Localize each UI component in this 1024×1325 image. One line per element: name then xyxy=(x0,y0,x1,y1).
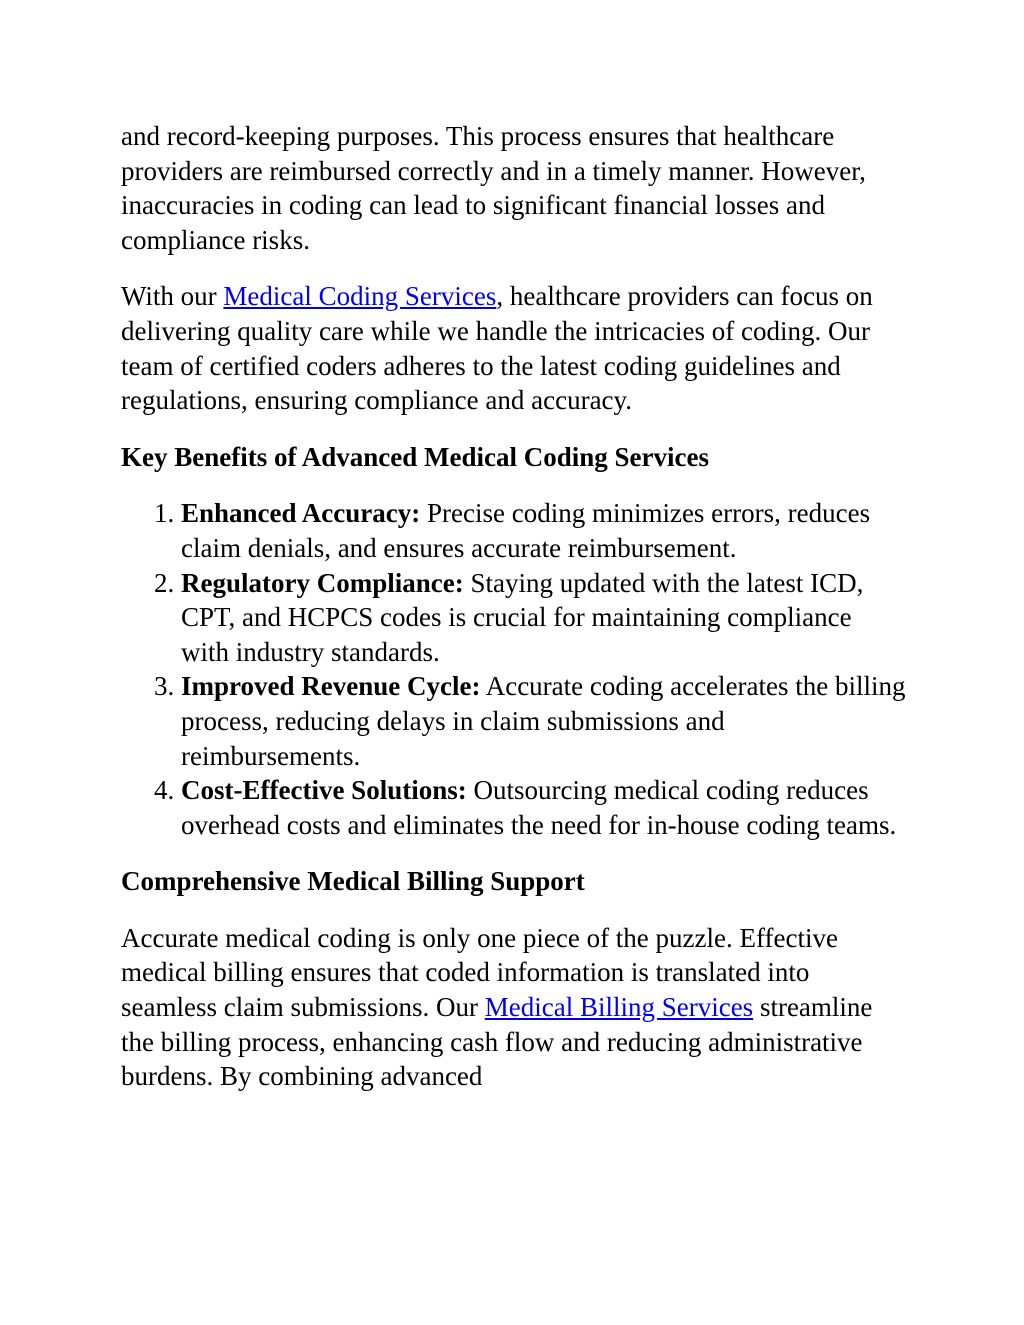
list-item xyxy=(181,669,906,773)
paragraph-text: Accurate medical coding is only one piece of the puzzle. Effective medical billing ensures that coded information is translated into seamless claim submissions. Our xyxy=(121,922,838,1023)
document-page xyxy=(121,119,906,1116)
benefit-title: Improved Revenue Cycle: xyxy=(181,671,481,702)
benefit-title: Cost-Effective Solutions: xyxy=(181,775,467,806)
benefit-text: Staying updated with the latest ICD, CPT, and HCPCS codes is crucial for maintaining compliance with industry standards. xyxy=(181,567,864,667)
paragraph-text: streamline the billing process, enhancing cash flow and reducing administrative burdens. By combining advanced xyxy=(121,992,873,1092)
billing-paragraph xyxy=(121,921,906,1094)
benefit-text: Precise coding minimizes errors, reduces claim denials, and ensures accurate reimbursement. xyxy=(181,498,871,563)
medical-coding-services-link[interactable]: Medical Coding Services xyxy=(223,281,497,312)
list-item xyxy=(181,566,906,670)
paragraph-text: With our xyxy=(121,281,224,312)
list-item xyxy=(181,496,906,565)
billing-support-heading: Comprehensive Medical Billing Support xyxy=(121,866,585,897)
paragraph-text: , healthcare providers can focus on delivering quality care while we handle the intricacies of coding. Our team of certified coders adheres to the latest coding guidelines and regulations, ensuring compliance and accuracy. xyxy=(121,281,873,416)
benefit-text: Outsourcing medical coding reduces overhead costs and eliminates the need for in-house coding teams. xyxy=(181,775,897,840)
intro-paragraph: and record-keeping purposes. This process ensures that healthcare providers are reimbursed correctly and in a timely manner. However, inaccuracies in coding can lead to significant financial losses and compliance risks. xyxy=(121,121,866,255)
benefits-heading: Key Benefits of Advanced Medical Coding Services xyxy=(121,441,709,472)
benefit-title: Regulatory Compliance: xyxy=(181,567,464,598)
benefit-title: Enhanced Accuracy: xyxy=(181,498,421,529)
coding-services-paragraph xyxy=(121,279,906,417)
benefits-list xyxy=(121,496,906,842)
list-item xyxy=(181,773,906,842)
benefit-text: Accurate coding accelerates the billing process, reducing delays in claim submissions and reimbursements. xyxy=(181,671,906,771)
medical-billing-services-link[interactable]: Medical Billing Services xyxy=(484,992,754,1023)
